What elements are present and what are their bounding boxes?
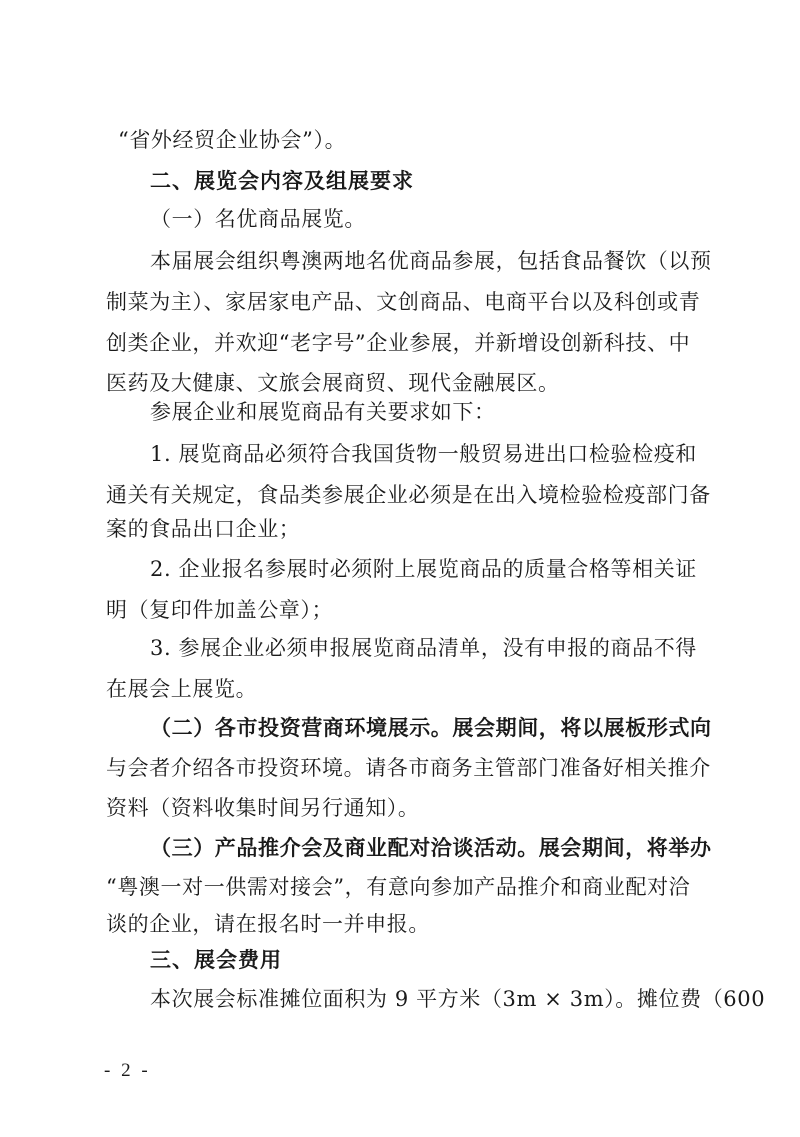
text-line: 明（复印件加盖公章）； bbox=[106, 598, 334, 622]
text-line: 本次展会标准摊位面积为 9 平方米（3m × 3m）。摊位费（600 bbox=[150, 987, 766, 1011]
text-line: 案的食品出口企业； bbox=[106, 517, 301, 541]
text-line: 创类企业，并欢迎“老字号”企业参展，并新增设创新科技、中 bbox=[106, 331, 691, 355]
text-line: 1. 展览商品必须符合我国货物一般贸易进出口检验检疫和 bbox=[150, 442, 697, 466]
subsection-heading: （三）产品推介会及商业配对洽谈活动。展会期间，将举办 bbox=[150, 835, 712, 860]
text-line: 在展会上展览。 bbox=[106, 677, 258, 701]
subsection-heading: （一）名优商品展览。 bbox=[150, 207, 366, 231]
text-line: 2. 企业报名参展时必须附上展览商品的质量合格等相关证 bbox=[150, 557, 697, 581]
text-line: 本届展会组织粤澳两地名优商品参展，包括食品餐饮（以预 bbox=[150, 249, 712, 273]
text-line: 参展企业和展览商品有关要求如下： bbox=[150, 400, 496, 424]
text-line: 制菜为主）、家居家电产品、文创商品、电商平台以及科创或青 bbox=[106, 290, 701, 314]
text-line: 谈的企业，请在报名时一并申报。 bbox=[106, 912, 430, 936]
text-line: “粤澳一对一供需对接会”，有意向参加产品推介和商业配对洽 bbox=[106, 875, 691, 899]
text-line: 医药及大健康、文旅会展商贸、现代金融展区。 bbox=[106, 371, 560, 395]
text-line: 资料（资料收集时间另行通知）。 bbox=[106, 796, 420, 820]
text-line: “省外经贸企业协会”）。 bbox=[118, 128, 347, 152]
text-line: 3. 参展企业必须申报展览商品清单，没有申报的商品不得 bbox=[150, 636, 697, 660]
section-heading: 三、展会费用 bbox=[150, 948, 282, 972]
subsection-heading: （二）各市投资营商环境展示。展会期间，将以展板形式向 bbox=[150, 715, 712, 740]
section-heading: 二、展览会内容及组展要求 bbox=[150, 169, 414, 193]
text-line: 与会者介绍各市投资环境。请各市商务主管部门准备好相关推介 bbox=[106, 756, 711, 780]
text-line: 通关有关规定，食品类参展企业必须是在出入境检验检疫部门备 bbox=[106, 483, 711, 507]
page-number: - 2 - bbox=[104, 1060, 151, 1081]
